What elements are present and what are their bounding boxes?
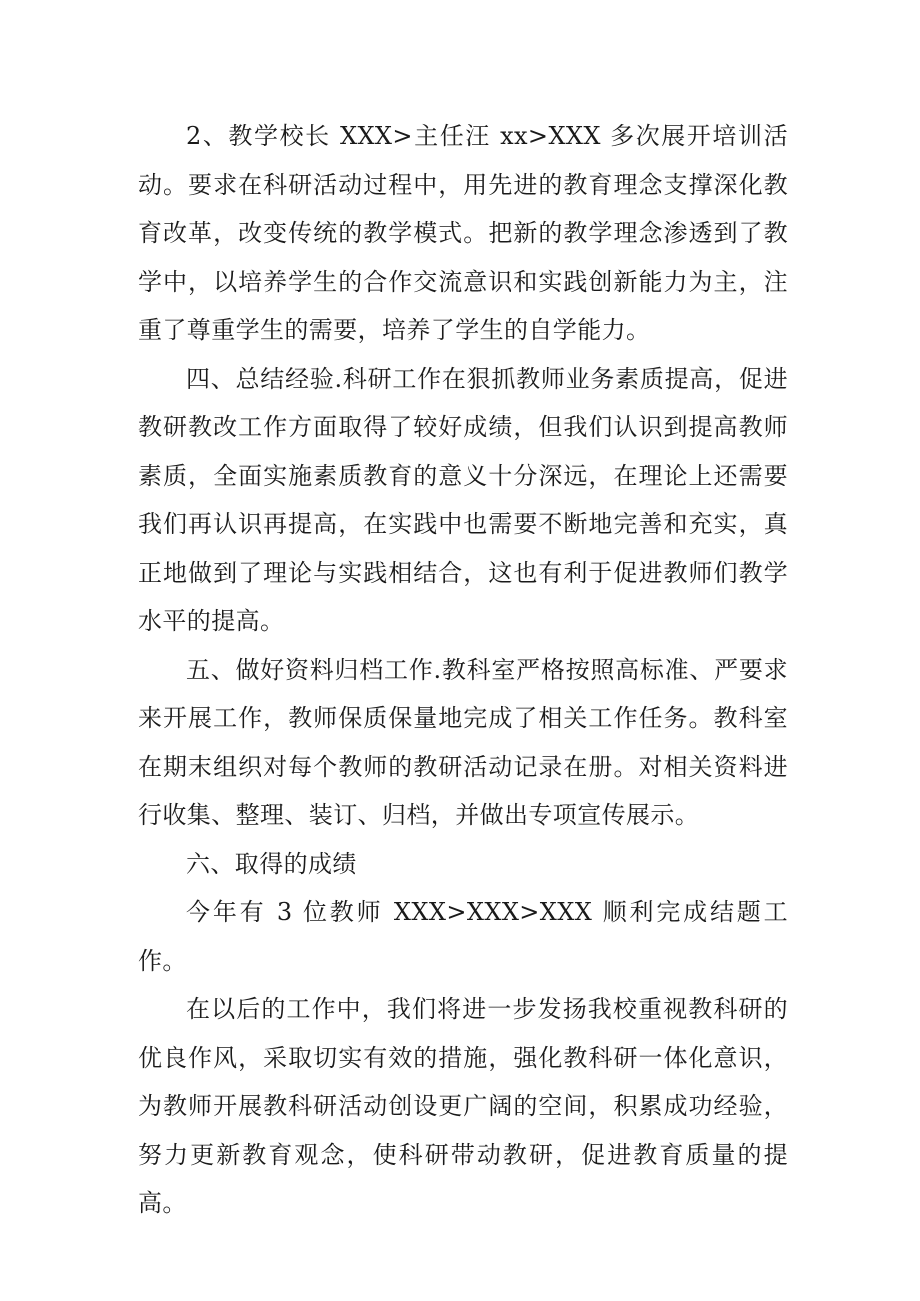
- paragraph-project-completion: 今年有 3 位教师 XXX>XXX>XXX 顺利完成结题工作。: [138, 898, 788, 975]
- section-heading-achievements: 六、取得的成绩: [186, 849, 357, 878]
- paragraph-archiving-work: 五、做好资料归档工作.教科室严格按照高标准、严要求来开展工作，教师保质保量地完成了相关工作任务。教科室在期末组织对每个教师的教研活动记录在册。对相关资料进行收集、整理、装订、归档，并做出专项宣传展示。: [138, 655, 788, 829]
- paragraph-future-work: 在以后的工作中，我们将进一步发扬我校重视教科研的优良作风，采取切实有效的措施，强化教科研一体化意识，为教师开展教科研活动创设更广阔的空间，积累成功经验，努力更新教育观念，使科研带动教研，促进教育质量的提高。: [138, 995, 788, 1217]
- paragraph-training-activities: 2、教学校长 XXX>主任汪 xx>XXX 多次展开培训活动。要求在科研活动过程中，用先进的教育理念支撑深化教育改革，改变传统的教学模式。把新的教学理念渗透到了教学中，以培养学生的合作交流意识和实践创新能力为主，注重了尊重学生的需要，培养了学生的自学能力。: [138, 122, 788, 344]
- document-body: [138, 112, 788, 1228]
- paragraph-summary-experience: 四、总结经验.科研工作在狠抓教师业务素质提高，促进教研教改工作方面取得了较好成绩，但我们认识到提高教师素质，全面实施素质教育的意义十分深远，在理论上还需要我们再认识再提高，在实践中也需要不断地完善和充实，真正地做到了理论与实践相结合，这也有利于促进教师们教学水平的提高。: [138, 364, 788, 635]
